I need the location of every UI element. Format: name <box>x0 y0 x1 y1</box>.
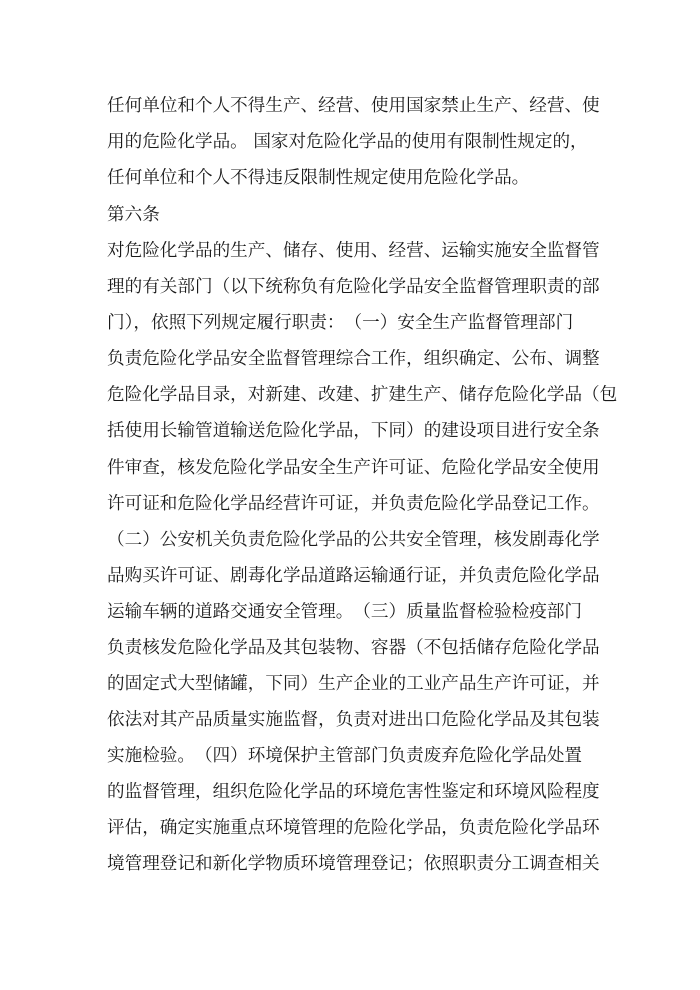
text-line: 品购买许可证、剧毒化学品道路运输通行证，并负责危险化学品 <box>107 566 600 586</box>
text-line: 括使用长输管道输送危险化学品，下同）的建设项目进行安全条 <box>107 421 600 441</box>
text-line: 用的危险化学品。 国家对危险化学品的使用有限制性规定的， <box>107 132 588 152</box>
text-line: 评估，确定实施重点环境管理的危险化学品，负责危险化学品环 <box>107 818 600 838</box>
text-line: 的监督管理，组织危险化学品的环境危害性鉴定和环境风险程度 <box>107 782 600 802</box>
text-line: 许可证和危险化学品经营许可证，并负责危险化学品登记工作。 <box>107 494 600 514</box>
text-line: 理的有关部门（以下统称负有危险化学品安全监督管理职责的部 <box>107 277 600 297</box>
text-line: 件审查，核发危险化学品安全生产许可证、危险化学品安全使用 <box>107 458 600 478</box>
text-line: 门），依照下列规定履行职责： （一）安全生产监督管理部门 <box>107 313 574 333</box>
article-heading: 第六条 <box>107 205 160 225</box>
text-line: 实施检验。 （四）环境保护主管部门负责废弃危险化学品处置 <box>107 746 583 766</box>
text-line: 危险化学品目录，对新建、改建、扩建生产、储存危险化学品（包 <box>107 385 618 405</box>
text-line: 运输车辆的道路交通安全管理。 （三）质量监督检验检疫部门 <box>107 602 583 622</box>
text-line: 对危险化学品的生产、储存、使用、经营、运输实施安全监督管 <box>107 241 600 261</box>
text-line: 依法对其产品质量实施监督，负责对进出口危险化学品及其包装 <box>107 710 600 730</box>
text-line: 境管理登记和新化学物质环境管理登记；依照职责分工调查相关 <box>107 854 600 874</box>
text-line: 负责核发危险化学品及其包装物、容器（不包括储存危险化学品 <box>107 638 600 658</box>
text-line: （二）公安机关负责危险化学品的公共安全管理，核发剧毒化学 <box>107 530 600 550</box>
text-line: 负责危险化学品安全监督管理综合工作，组织确定、公布、调整 <box>107 349 600 369</box>
text-line: 的固定式大型储罐，下同）生产企业的工业产品生产许可证，并 <box>107 674 600 694</box>
text-line: 任何单位和个人不得生产、经营、使用国家禁止生产、经营、使 <box>107 96 600 116</box>
text-line: 任何单位和个人不得违反限制性规定使用危险化学品。 <box>107 168 530 188</box>
